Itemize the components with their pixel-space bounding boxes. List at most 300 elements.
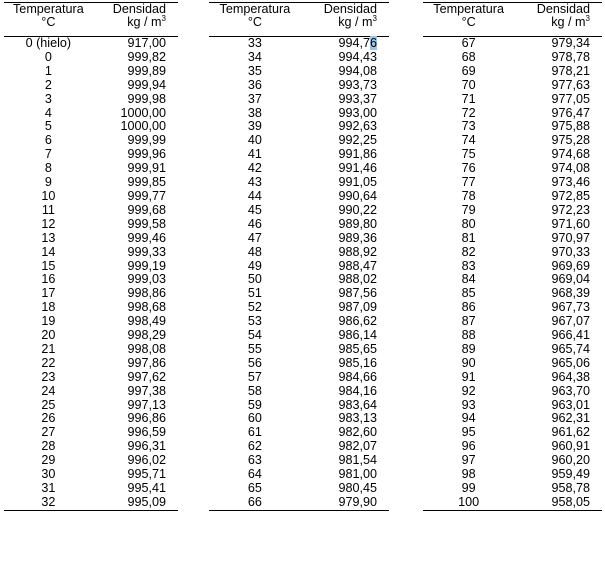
table-row [423,329,602,343]
table-row [423,468,602,482]
table-row [423,287,602,301]
selection-highlight: 6 [369,36,377,50]
temperature-cell: 38 [247,105,262,120]
temperature-cell: 72 [461,105,476,120]
temperature-cell: 11 [41,202,55,217]
temperature-cell: 46 [247,216,262,231]
table-row [423,93,602,107]
table-row [4,232,178,246]
table-row [423,37,602,51]
density-table-1 [4,2,178,511]
density-unit: kg / m [338,15,373,29]
density-unit: kg / m [127,15,162,29]
table-row [209,218,389,232]
temperature-cell: 84 [461,272,476,287]
table-row [4,454,178,468]
table-row [209,246,389,260]
temperature-cell: 6 [44,133,52,148]
density-cell: 978,78 [551,49,590,64]
density-cell: 958,78 [551,481,590,495]
table-row [209,343,389,357]
table-row [423,301,602,315]
table-row [209,315,389,329]
density-cell: 978,21 [551,63,590,78]
density-cell: 967,73 [551,300,590,315]
temperature-cell: 0 (hielo) [25,36,72,50]
table-row [209,162,389,176]
density-cell: 981,54 [338,453,377,468]
temperature-cell: 86 [461,300,476,315]
density-cell: 958,05 [514,496,602,510]
table-row [209,107,389,121]
density-cell: 989,80 [338,216,377,231]
table-row [4,301,178,315]
table-row [4,371,178,385]
temperature-cell: 43 [247,175,262,190]
temperature-cell: 19 [41,314,56,329]
table-row [209,482,389,496]
table-row [4,37,178,51]
density-cell: 960,91 [551,439,590,454]
density-cell: 975,88 [551,119,590,134]
table-row [423,273,602,287]
density-unit-exponent: 3 [585,13,590,23]
table-row [423,412,602,426]
table-row [423,162,602,176]
density-cell: 965,74 [551,341,590,356]
density-cell: 973,46 [551,175,590,190]
density-unit-exponent: 3 [161,13,166,23]
table-row [4,468,178,482]
table-row [4,93,178,107]
table-row [4,329,178,343]
temperature-label: Temperatura [13,2,84,16]
table-row [209,232,389,246]
density-cell: 974,68 [551,147,590,162]
table-row [209,357,389,371]
table-row [209,287,389,301]
table-row [4,482,178,496]
temperature-unit: °C [461,15,476,29]
table-row [209,51,389,65]
temperature-cell: 78 [461,188,476,203]
table-row [209,329,389,343]
temperature-cell: 34 [247,49,262,64]
density-label: Densidad [536,2,590,16]
temperature-cell: 76 [461,161,476,176]
density-cell: 999,68 [127,202,166,217]
temperature-cell: 63 [247,453,262,468]
temperature-cell: 14 [41,244,56,259]
density-cell: 996,86 [127,411,166,426]
table-row [423,148,602,162]
table-row [4,357,178,371]
table-row [4,190,178,204]
density-cell: 983,13 [338,411,377,426]
temperature-cell: 5 [44,119,52,134]
density-cell: 983,64 [338,397,377,412]
density-cell: 975,28 [551,133,590,148]
density-cell [301,37,389,51]
density-cell: 981,00 [338,467,377,482]
density-cell: 982,07 [338,439,377,454]
table-row [4,315,178,329]
table-row [209,385,389,399]
temperature-cell: 33 [247,36,262,50]
table-row [4,204,178,218]
temperature-cell: 25 [41,397,56,412]
density-cell: 999,99 [127,133,166,148]
density-cell: 964,38 [551,369,590,384]
temperature-cell: 28 [41,439,56,454]
table-row [423,440,602,454]
table-header [423,3,602,37]
table-row [423,176,602,190]
temperature-cell: 0 [44,49,52,64]
density-cell: 977,05 [551,91,590,106]
temperature-cell: 65 [247,481,262,495]
density-cell: 991,05 [338,175,377,190]
temperature-cell: 41 [247,147,262,162]
table-row [4,246,178,260]
temperature-unit: °C [247,15,262,29]
table-row [423,65,602,79]
table-row [4,399,178,413]
temperature-cell: 93 [461,397,476,412]
table-row [4,426,178,440]
density-cell: 988,47 [338,258,377,273]
table-row [423,79,602,93]
density-cell: 967,07 [551,314,590,329]
table-row [209,301,389,315]
temperature-cell: 90 [461,355,476,370]
density-cell: 993,37 [338,91,377,106]
table-row [209,440,389,454]
density-header [514,3,602,37]
density-cell: 995,41 [127,481,166,495]
density-cell: 970,33 [551,244,590,259]
table-row [4,218,178,232]
density-cell: 959,49 [551,467,590,482]
density-cell: 987,56 [338,286,377,301]
density-cell: 999,96 [127,147,166,162]
table-row [4,51,178,65]
temperature-header [423,3,514,37]
density-cell: 970,97 [551,230,590,245]
temperature-cell: 1 [44,63,52,78]
density-cell: 979,90 [301,496,389,510]
temperature-cell: 92 [461,383,476,398]
temperature-cell: 97 [461,453,476,468]
temperature-cell: 7 [44,147,52,162]
density-cell: 966,41 [551,328,590,343]
table-row [4,65,178,79]
table-row [4,107,178,121]
table-row [423,454,602,468]
density-label: Densidad [323,2,377,16]
density-cell: 999,91 [127,161,166,176]
density-cell: 986,62 [338,314,377,329]
density-cell: 990,64 [338,188,377,203]
density-cell: 992,63 [338,119,377,134]
temperature-cell: 58 [247,383,262,398]
table-row [423,315,602,329]
temperature-cell: 9 [44,175,52,190]
density-cell: 985,16 [338,355,377,370]
table-row [423,190,602,204]
density-cell: 984,66 [338,369,377,384]
table-row [209,79,389,93]
temperature-cell: 54 [247,328,262,343]
density-cell: 995,71 [127,467,166,482]
density-cell: 976,47 [551,105,590,120]
temperature-cell: 48 [247,244,262,259]
table-row [209,399,389,413]
table-row [423,204,602,218]
density-cell: 992,25 [338,133,377,148]
temperature-cell: 74 [461,133,476,148]
temperature-cell: 77 [461,175,476,190]
temperature-cell: 81 [461,230,476,245]
table-row [4,134,178,148]
density-cell: 991,46 [338,161,377,176]
density-cell: 995,09 [93,496,178,510]
table-row [423,371,602,385]
density-cell: 998,29 [127,328,166,343]
temperature-cell: 68 [461,49,476,64]
density-cell: 969,69 [551,258,590,273]
density-label: Densidad [112,2,166,16]
temperature-cell: 55 [247,341,262,356]
temperature-cell: 50 [247,272,262,287]
temperature-cell: 98 [461,467,476,482]
table-row [209,260,389,274]
table-row [209,190,389,204]
temperature-cell: 75 [461,147,476,162]
density-cell: 984,16 [338,383,377,398]
temperature-cell: 42 [247,161,262,176]
table-row [423,357,602,371]
temperature-cell: 2 [44,77,52,92]
temperature-cell: 71 [461,91,476,106]
temperature-cell: 100 [423,496,514,510]
table-row [209,37,389,51]
density-cell: 999,77 [127,188,166,203]
density-cell: 979,34 [551,36,590,50]
density-unit-exponent: 3 [372,13,377,23]
table-row [4,343,178,357]
table-row [423,399,602,413]
table-row [423,107,602,121]
temperature-cell: 60 [247,411,262,426]
density-cell: 986,14 [338,328,377,343]
temperature-cell: 52 [247,300,262,315]
table-row [423,232,602,246]
density-cell: 963,70 [551,383,590,398]
temperature-cell: 29 [41,453,56,468]
density-header [93,3,178,37]
temperature-cell: 20 [41,328,56,343]
density-cell: 963,01 [551,397,590,412]
temperature-cell: 30 [41,467,56,482]
temperature-cell: 80 [461,216,476,231]
temperature-cell: 82 [461,244,476,259]
density-unit: kg / m [551,15,586,29]
temperature-cell: 13 [41,230,56,245]
temperature-cell: 99 [461,481,476,495]
table-row [209,65,389,79]
temperature-cell: 40 [247,133,262,148]
temperature-cell: 36 [247,77,262,92]
temperature-cell: 64 [247,467,262,482]
temperature-cell: 70 [461,77,476,92]
density-cell: 997,13 [127,397,166,412]
density-cell: 998,68 [127,300,166,315]
density-cell: 999,89 [127,63,166,78]
temperature-header [4,3,93,37]
temperature-cell: 16 [41,272,56,287]
table-row [4,385,178,399]
density-header [301,3,389,37]
temperature-cell: 51 [247,286,262,301]
table-row [423,343,602,357]
density-cell: 998,08 [127,341,166,356]
density-cell: 985,65 [338,341,377,356]
table-row [4,496,178,510]
table-row [209,148,389,162]
density-cell: 980,45 [338,481,377,495]
table-header [209,3,389,37]
table-row [209,454,389,468]
density-cell: 999,85 [127,175,166,190]
density-cell: 1000,00 [120,119,166,134]
density-cell: 991,86 [338,147,377,162]
temperature-cell: 73 [461,119,476,134]
temperature-cell: 85 [461,286,476,301]
density-cell: 989,36 [338,230,377,245]
temperature-cell: 56 [247,355,262,370]
density-cell: 988,92 [338,244,377,259]
temperature-cell: 53 [247,314,262,329]
table-row [4,79,178,93]
temperature-cell: 57 [247,369,262,384]
temperature-cell: 35 [247,63,262,78]
table-row [4,273,178,287]
density-cell: 982,60 [338,425,377,440]
table-row [423,246,602,260]
density-cell: 972,85 [551,188,590,203]
temperature-cell: 3 [44,91,52,106]
table-row [209,120,389,134]
temperature-cell: 39 [247,119,262,134]
temperature-cell: 62 [247,439,262,454]
density-cell: 999,33 [127,244,166,259]
density-cell: 993,00 [338,105,377,120]
density-cell: 998,49 [127,314,166,329]
temperature-cell: 44 [247,188,262,203]
temperature-cell: 69 [461,63,476,78]
density-cell: 999,58 [127,216,166,231]
density-cell: 997,38 [127,383,166,398]
temperature-unit: °C [41,15,56,29]
table-row [209,134,389,148]
temperature-cell: 67 [461,36,476,50]
density-cell: 997,62 [127,369,166,384]
temperature-cell: 94 [461,411,476,426]
density-cell: 974,08 [551,161,590,176]
table-row [209,426,389,440]
table-row [423,218,602,232]
density-cell: 997,86 [127,355,166,370]
density-cell: 998,86 [127,286,166,301]
density-cell: 994,08 [338,63,377,78]
temperature-cell: 37 [247,91,262,106]
density-cell: 999,94 [127,77,166,92]
density-cell: 999,82 [127,49,166,64]
temperature-cell: 95 [461,425,476,440]
density-cell: 971,60 [551,216,590,231]
temperature-cell: 10 [41,188,56,203]
temperature-cell: 24 [41,383,56,398]
density-table-2 [209,2,389,511]
temperature-cell: 12 [41,216,56,231]
temperature-cell: 32 [4,496,93,510]
table-row [209,176,389,190]
table-row [423,482,602,496]
table-row [423,385,602,399]
table-row [423,134,602,148]
table-row [4,148,178,162]
density-cell: 994,43 [338,49,377,64]
density-table-3 [423,2,602,511]
table-row [209,412,389,426]
density-cell: 972,23 [551,202,590,217]
density-cell: 999,98 [127,91,166,106]
table-row [4,176,178,190]
density-cell: 962,31 [551,411,590,426]
temperature-cell: 66 [209,496,301,510]
table-row [4,287,178,301]
temperature-cell: 96 [461,439,476,454]
density-cell: 999,19 [127,258,166,273]
temperature-cell: 61 [247,425,262,440]
table-header [4,3,178,37]
table-row [209,273,389,287]
temperature-cell: 49 [247,258,262,273]
temperature-cell: 45 [247,202,262,217]
temperature-cell: 87 [461,314,476,329]
temperature-cell: 27 [41,425,56,440]
table-row [423,120,602,134]
table-row [423,51,602,65]
density-cell: 993,73 [338,77,377,92]
temperature-cell: 22 [41,355,56,370]
density-cell: 961,62 [551,425,590,440]
temperature-cell: 83 [461,258,476,273]
density-cell: 999,46 [127,230,166,245]
density-cell: 996,59 [127,425,166,440]
table-row [209,468,389,482]
temperature-cell: 15 [41,258,56,273]
density-cell: 990,22 [338,202,377,217]
table-row [209,204,389,218]
density-cell: 996,31 [127,439,166,454]
temperature-cell: 47 [247,230,262,245]
table-row [4,440,178,454]
temperature-cell: 91 [461,369,476,384]
density-cell: 988,02 [338,272,377,287]
temperature-cell: 18 [41,300,56,315]
